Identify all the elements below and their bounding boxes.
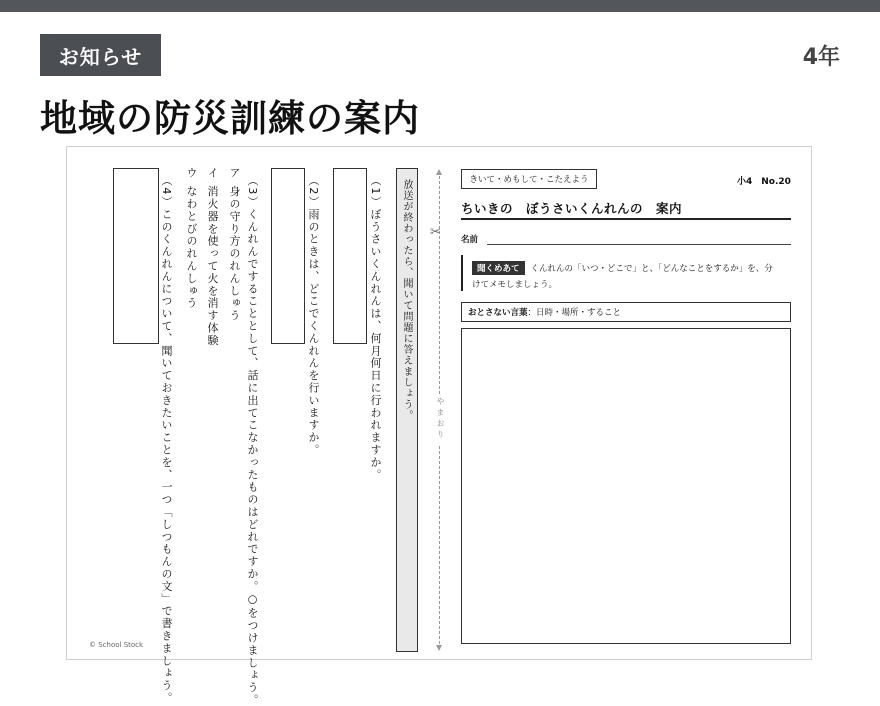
top-bar <box>0 0 880 12</box>
sheet-tag: きいて・めもして・こたえよう <box>461 169 597 189</box>
answer-box-1[interactable] <box>333 168 367 344</box>
sheet-title: ちいきの ぼうさいくんれんの 案内 <box>461 201 683 216</box>
worksheet <box>66 146 812 706</box>
listen-goal <box>472 261 773 275</box>
question-4 <box>161 175 172 704</box>
option-i-text: 消火器を使って火を消す体験 <box>206 185 219 347</box>
sheet-level: 小4 No.20 <box>737 177 791 187</box>
memo-keys-label: おとさない言葉 <box>468 308 528 318</box>
instruction-column <box>396 168 418 652</box>
grade-label: 4年 <box>802 45 840 70</box>
memo-area[interactable] <box>461 328 791 644</box>
question-1 <box>370 175 381 481</box>
option-u-label: ウ <box>185 167 198 180</box>
question-4-text: このくんれんについて、聞いておきたいことを、一つ「しつもんの文」で書きましょう。 <box>160 208 173 705</box>
instruction-text: 放送が終わったら、聞いて問題に答えましょう。 <box>401 179 412 421</box>
question-3 <box>247 175 258 706</box>
name-label: 名前 <box>461 235 479 245</box>
option-a-text: 身の守り方のれんしゅう <box>228 185 241 322</box>
title-rule <box>461 218 791 220</box>
fold-label: やまおり <box>435 394 446 444</box>
option-u-text: なわとびのれんしゅう <box>185 185 198 310</box>
memo-keys-box <box>461 302 791 322</box>
question-2-text: 雨のときは、どこでくんれんを行いますか。 <box>307 208 320 457</box>
option-a[interactable] <box>229 167 240 322</box>
fold-arrow-up-icon <box>436 169 442 175</box>
listen-line-1: くんれんの「いつ・どこで」と、「どんなことをするか」を、分 <box>530 264 773 274</box>
option-u[interactable] <box>186 167 197 309</box>
answer-box-4[interactable] <box>113 168 159 344</box>
question-2 <box>308 175 319 456</box>
scissors-icon: ✂ <box>430 225 441 240</box>
option-i[interactable] <box>207 167 218 347</box>
listen-tag: 聞くめあて <box>472 261 525 275</box>
copyright: © School Stock <box>89 641 144 649</box>
question-1-number: （1） <box>369 175 382 209</box>
memo-keys-items: ：日時・場所・すること <box>527 308 622 318</box>
answer-box-2[interactable] <box>271 168 305 344</box>
question-3-text: くんれんですることとして、話に出てこなかったものはどれですか。○をつけましょう。 <box>246 208 259 706</box>
notice-badge: お知らせ <box>40 34 161 76</box>
question-4-number: （4） <box>160 175 173 209</box>
option-i-label: イ <box>206 167 219 180</box>
question-1-text: ぼうさいくんれんは、何月何日に行われますか。 <box>369 208 382 482</box>
question-3-number: （3） <box>246 175 259 209</box>
fold-arrow-down-icon <box>436 645 442 651</box>
question-2-number: （2） <box>307 175 320 209</box>
page-title: 地域の防災訓練の案内 <box>40 97 420 140</box>
listen-accent-bar <box>461 255 463 291</box>
listen-line-2: けてメモしましょう。 <box>472 280 558 290</box>
name-field[interactable] <box>487 244 791 245</box>
option-a-label: ア <box>228 167 241 180</box>
